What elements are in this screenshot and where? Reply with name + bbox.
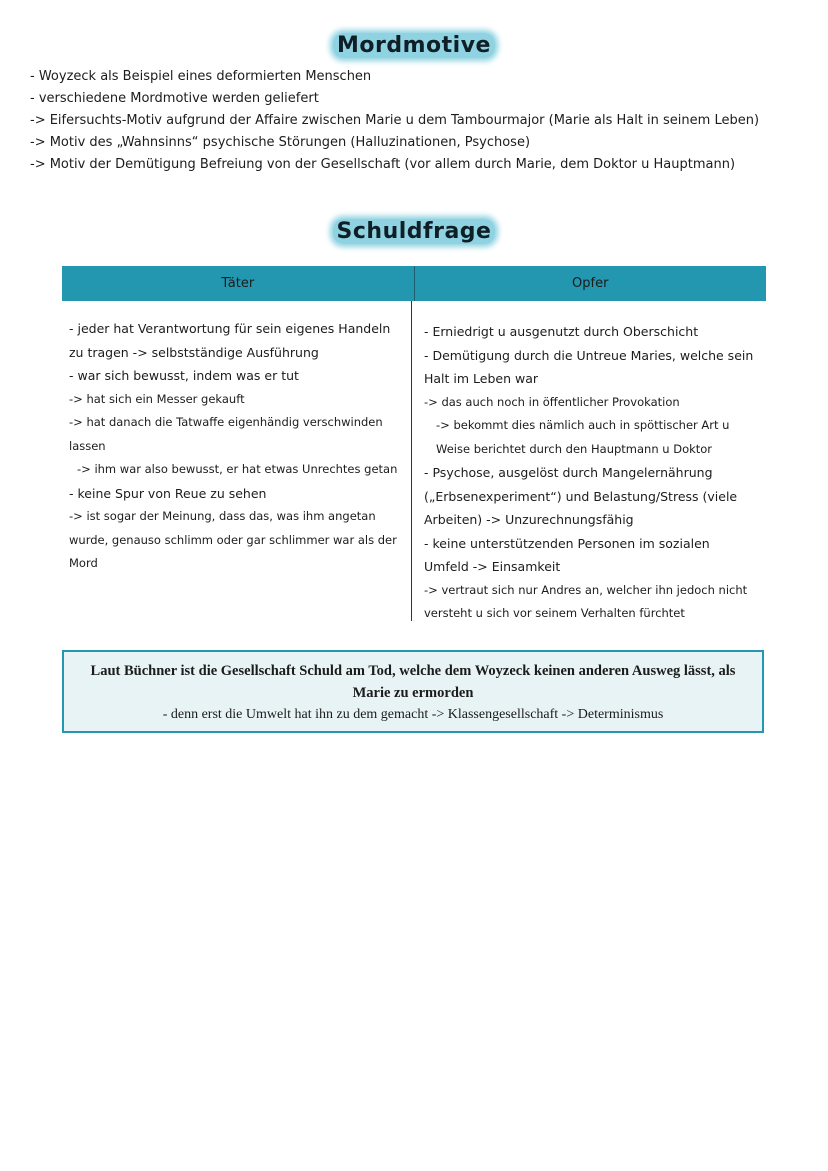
list-item: - verschiedene Mordmotive werden geliefert xyxy=(30,91,319,106)
list-item: - keine Spur von Reue zu sehen xyxy=(69,485,267,501)
page-title: Mordmotive xyxy=(0,33,828,58)
taeter-column xyxy=(62,301,412,621)
list-item: -> ist sogar der Meinung, dass das, was ihm angetan wurde, genauso schlimm oder gar schlimmer war als der Mord xyxy=(69,509,397,570)
list-item: -> Motiv des „Wahnsinns“ psychische Störungen (Halluzinationen, Psychose) xyxy=(30,135,531,150)
list-item: - Psychose, ausgelöst durch Mangelernährung („Erbsenexperiment“) und Belastung/Stress (viele Arbeiten) -> Unzurechnungsfähig xyxy=(424,465,738,527)
conclusion-box xyxy=(62,650,764,733)
list-item: -> das auch noch in öffentlicher Provokation xyxy=(424,394,680,409)
list-item: -> vertraut sich nur Andres an, welcher ihn jedoch nicht versteht u sich vor seinem Verhalten fürchtet xyxy=(424,582,748,620)
table-body xyxy=(62,301,766,634)
list-item: -> Motiv der Demütigung Befreiung von der Gesellschaft (vor allem durch Marie, dem Doktor u Hauptmann) xyxy=(30,157,736,172)
opfer-column xyxy=(412,301,766,634)
list-item: - war sich bewusst, indem was er tut xyxy=(69,368,299,383)
list-item: -> hat danach die Tatwaffe eigenhändig verschwinden lassen xyxy=(69,415,383,453)
motive-list xyxy=(30,66,820,176)
conclusion-sub: - denn erst die Umwelt hat ihn zu dem gemacht -> Klassengesellschaft -> Determinismus xyxy=(162,707,664,722)
list-item: -> ihm war also bewusst, er hat etwas Unrechtes getan xyxy=(77,462,398,476)
list-item: - Erniedrigt u ausgenutzt durch Oberschicht xyxy=(424,324,699,339)
list-item: - Woyzeck als Beispiel eines deformierten Menschen xyxy=(30,69,372,84)
list-item: -> bekommt dies nämlich auch in spöttischer Art u Weise berichtet durch den Hauptmann u Doktor xyxy=(436,418,730,456)
section-title: Schuldfrage xyxy=(0,219,828,244)
list-item: - Demütigung durch die Untreue Maries, welche sein Halt im Leben war xyxy=(424,347,754,386)
conclusion-main: Laut Büchner ist die Gesellschaft Schuld am Tod, welche dem Woyzeck keinen anderen Ausweg lässt, als Marie zu ermorden xyxy=(90,663,736,701)
list-item: - keine unterstützenden Personen im sozialen Umfeld -> Einsamkeit xyxy=(424,535,710,574)
guilt-table xyxy=(62,266,766,634)
header-taeter: Täter xyxy=(62,266,415,301)
list-item: -> hat sich ein Messer gekauft xyxy=(69,391,245,406)
table-header xyxy=(62,266,766,301)
list-item: - jeder hat Verantwortung für sein eigenes Handeln zu tragen -> selbstständige Ausführung xyxy=(69,321,391,360)
header-opfer: Opfer xyxy=(572,276,609,291)
list-item: -> Eifersuchts-Motiv aufgrund der Affaire zwischen Marie u dem Tambourmajor (Marie als Halt in seinem Leben) xyxy=(30,113,760,128)
